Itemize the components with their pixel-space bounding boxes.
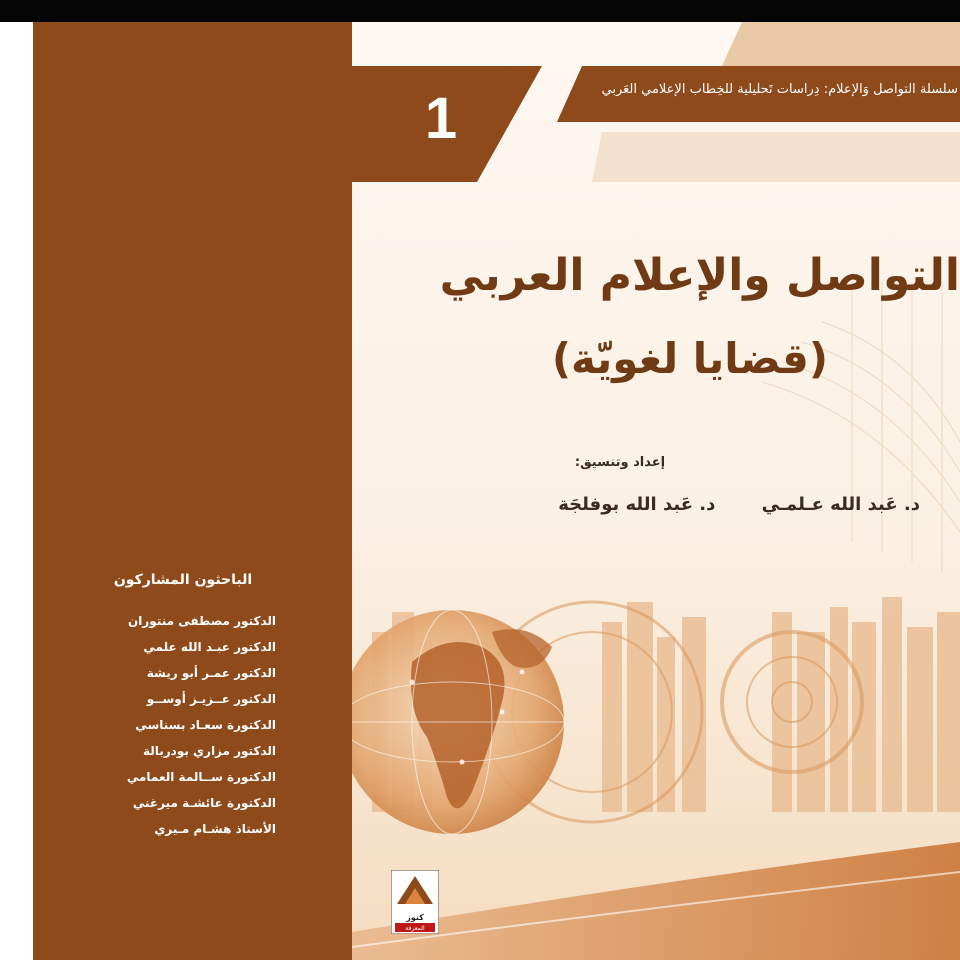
front-cover [352, 22, 960, 960]
contributor-item: الدكتور عبـد الله علمي [143, 640, 276, 654]
contributor-item: الدكتور عــزيـز أوســو [146, 692, 276, 706]
contributor-item: الدكتورة عائشـة ميرغني [132, 796, 276, 810]
contributor-item: الدكتور عمـر أبو ريشة [146, 666, 276, 680]
svg-text:المعرفة: المعرفة [405, 925, 425, 932]
book-title: التواصل والإعلام العربي [439, 250, 960, 301]
contributors-list [90, 572, 276, 842]
contributor-item: الدكتور مصطفى منتوران [128, 614, 276, 628]
book-subtitle: (قضايا لغويّة) [551, 334, 829, 383]
contributor-item: الدكتور مزاري بودربالة [142, 744, 276, 758]
contributors-heading: الباحثون المشاركون [113, 572, 253, 588]
series-label: سلسلة التواصل وَالإعلام: دِراسات تَحليلية للخِطاب الإعلامي العَربي [601, 82, 958, 97]
volume-number: 1 [424, 86, 458, 151]
top-black-bar [0, 0, 960, 22]
top-tan-band [722, 22, 960, 66]
publisher-logo-icon [391, 870, 439, 934]
authors-line [470, 494, 920, 515]
contributor-item: الأستاذ هشـام مـيري [154, 822, 276, 836]
author-name: د. عَبد الله بوفلجَة [558, 494, 716, 515]
prepared-by-label: إعداد وتنسيق: [574, 455, 666, 470]
cover-artwork [352, 22, 960, 960]
contributor-item: الدكتورة سعـاد بسناسي [135, 718, 276, 732]
light-band [592, 132, 960, 182]
left-margin [0, 22, 33, 960]
author-name: د. عَبد الله عـلمـي [761, 494, 920, 515]
svg-text:كنوز: كنوز [406, 913, 424, 922]
contributor-item: الدكتورة ســالمة العمامي [126, 770, 276, 784]
